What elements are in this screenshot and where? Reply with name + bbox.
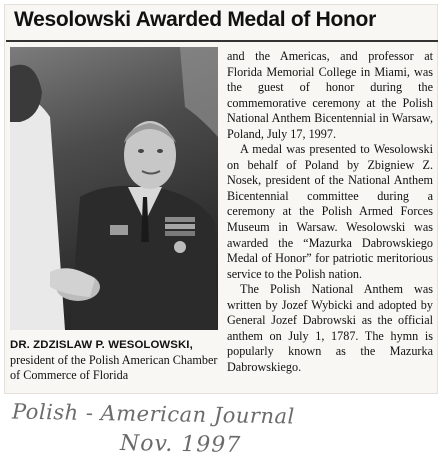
paragraph-3: The Polish National Anthem was written by Jozef Wybicki and adopted by General Jozef Dabrowski as the official anthem on July 1, 1787. The hymn is popularly known as the Mazurka Dabrowskiego. <box>227 282 433 374</box>
article-body <box>227 49 433 375</box>
article-photo <box>10 47 218 330</box>
headline-rule <box>6 40 438 42</box>
handwritten-date: Nov. 1997 <box>119 430 242 459</box>
paragraph-1: and the Americas, and professor at Florida Memorial College in Miami, was the guest of honor during the commemorative ceremony at the Polish National Anthem Bicentennial in Warsaw, Poland, July 17, 1997. <box>227 49 433 141</box>
paragraph-2: A medal was presented to Wesolowski on behalf of Poland by Zbigniew Z. Nosek, president of the National Anthem Bicentennial committee during a ceremony at the Polish Armed Forces Museum in Warsaw. Wesolowski was awarded the “Mazurka Dabrowskiego Medal of Honor” for patriotic meritorious service to the Polish nation. <box>227 142 433 281</box>
caption-text: president of the Polish American Chamber of Commerce of Florida <box>10 353 218 382</box>
handwritten-source: Polish - American Journal <box>11 399 295 429</box>
headline: Wesolowski Awarded Medal of Honor <box>14 8 376 31</box>
caption-name: DR. ZDZISLAW P. WESOLOWSKI, <box>10 339 193 351</box>
photo-illustration <box>10 47 218 330</box>
photo-caption <box>10 337 222 383</box>
